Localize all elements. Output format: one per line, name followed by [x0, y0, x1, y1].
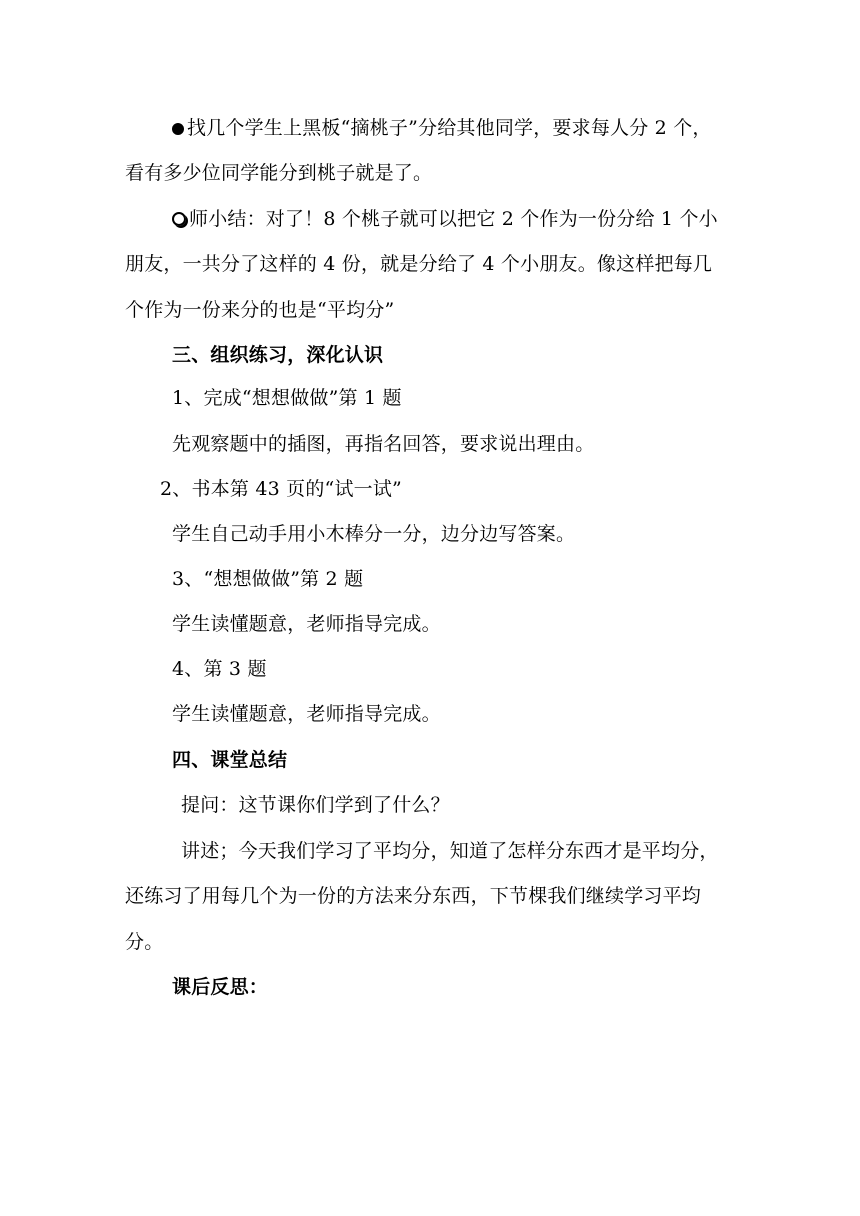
paragraph-line: 还练习了用每几个为一份的方法来分东西，下节棵我们继续学习平均 — [125, 885, 702, 907]
paragraph-line: 3、“想想做做”第 2 题 — [172, 568, 364, 590]
paragraph-line: 看有多少位同学能分到桃子就是了。 — [125, 162, 433, 184]
shadowed-circle-icon — [172, 212, 186, 226]
filled-circle-icon — [172, 123, 184, 135]
section-heading: 四、课堂总结 — [172, 749, 288, 771]
line-text: 找几个学生上黑板“摘桃子”分给其他同学，要求每人分 2 个， — [187, 117, 712, 139]
paragraph-line: 朋友，一共分了这样的 4 份，就是分给了 4 个小朋友。像这样把每几 — [125, 253, 713, 275]
paragraph-line: 讲述；今天我们学习了平均分，知道了怎样分东西才是平均分， — [181, 840, 719, 862]
paragraph-line: 学生读懂题意，老师指导完成。 — [172, 703, 441, 725]
paragraph-line: 个作为一份来分的也是“平均分” — [125, 299, 395, 321]
paragraph-line — [172, 116, 712, 140]
section-heading: 课后反思： — [172, 976, 269, 998]
paragraph-line: 提问：这节课你们学到了什么？ — [181, 794, 450, 816]
section-heading: 三、组织练习，深化认识 — [172, 344, 384, 366]
paragraph-line: 学生读懂题意，老师指导完成。 — [172, 613, 441, 635]
paragraph-line: 先观察题中的插图，再指名回答，要求说出理由。 — [172, 433, 595, 455]
paragraph-line: 学生自己动手用小木棒分一分，边分边写答案。 — [172, 523, 576, 545]
paragraph-line — [172, 207, 718, 231]
paragraph-line: 4、第 3 题 — [172, 658, 267, 680]
paragraph-line: 分。 — [125, 931, 164, 953]
paragraph-line: 2、书本第 43 页的“试一试” — [160, 478, 402, 500]
paragraph-line: 1、完成“想想做做”第 1 题 — [172, 387, 402, 409]
line-text: 师小结：对了！8 个桃子就可以把它 2 个作为一份分给 1 个小 — [189, 208, 718, 230]
